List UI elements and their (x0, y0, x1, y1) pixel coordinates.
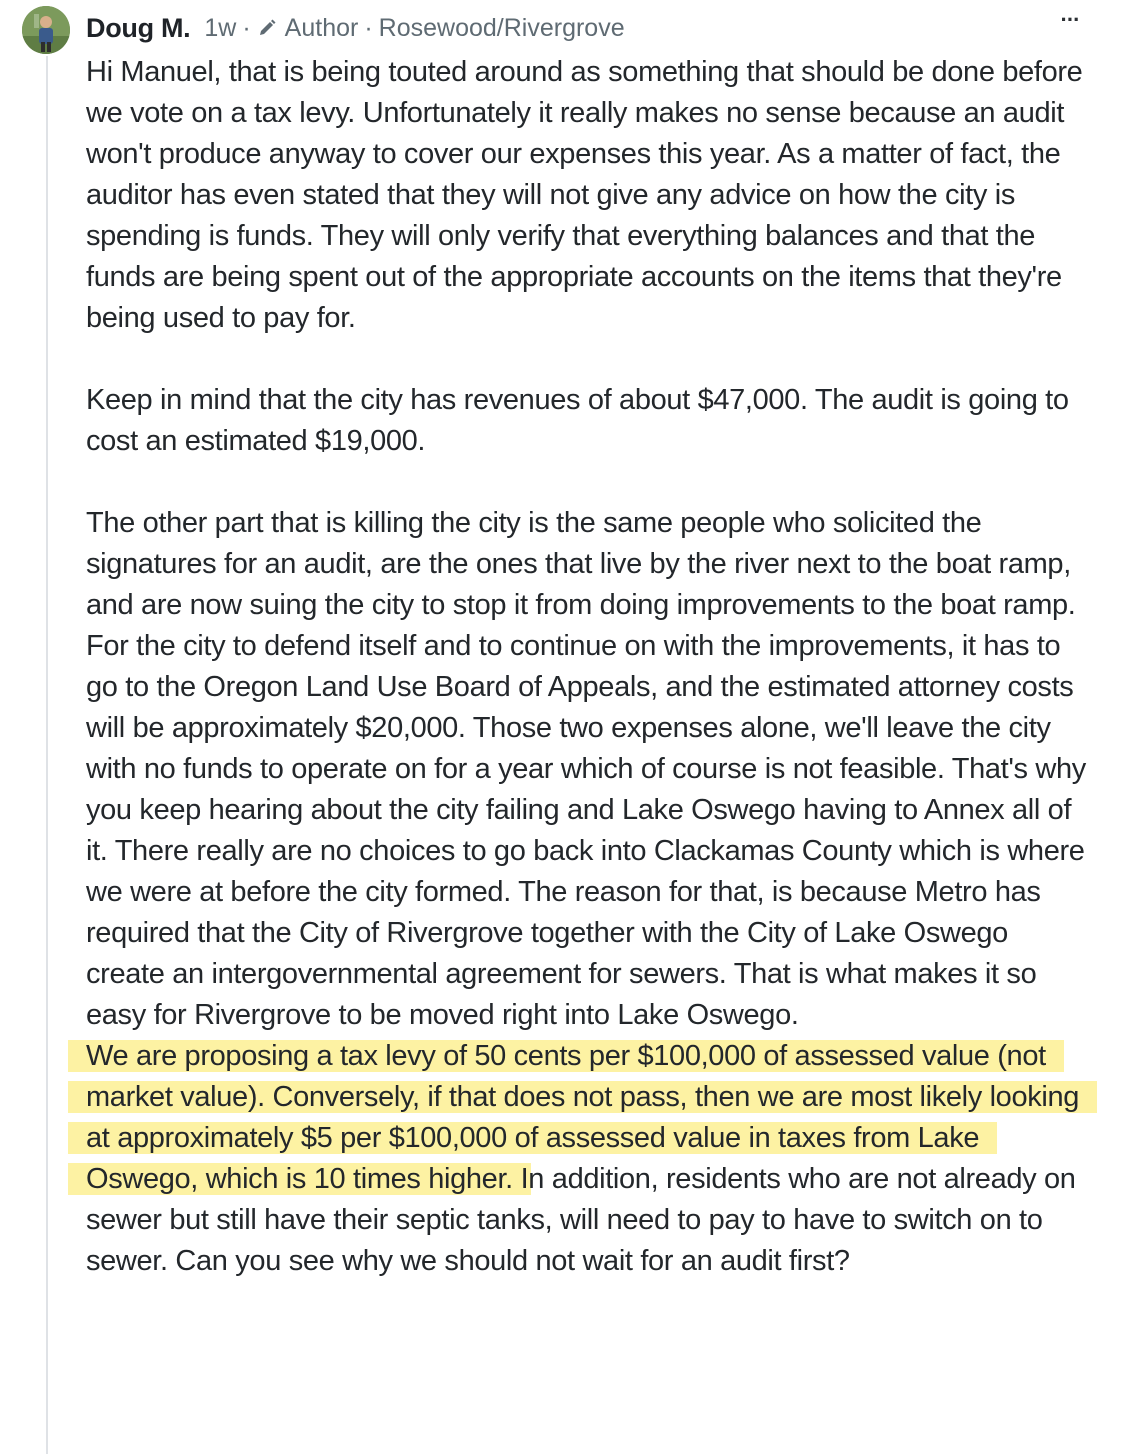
meta-separator: · (242, 13, 251, 42)
paragraph-gap (86, 339, 1086, 380)
pencil-icon (257, 18, 277, 38)
author-avatar[interactable] (22, 6, 70, 54)
meta-separator-2: · (364, 13, 373, 42)
post-paragraph-1: Hi Manuel, that is being touted around as something that should be done before we vote on a tax levy. Unfortunately it really makes no sense because an audit won't produce anyway to cover our expenses this year. As a matter of fact, the auditor has even stated that they will not give any advice on how the city is spending is funds. They will only verify that everything balances and that the funds are being spent out of the appropriate accounts on the items that they're being used to pay for. (86, 56, 1083, 334)
post-header (86, 7, 1124, 46)
post-meta (204, 14, 624, 43)
post-paragraph-2: Keep in mind that the city has revenues of about $47,000. The audit is going to cost an estimated $19,000. (86, 384, 1069, 457)
neighborhood-link[interactable]: Rosewood/Rivergrove (378, 13, 625, 42)
thread-line (46, 56, 48, 1454)
post-paragraph-3: The other part that is killing the city is the same people who solicited the signatures for an audit, are the ones that live by the river next to the boat ramp, and are now suing the city to stop it from doing improvements to the boat ramp. For the city to defend itself and to continue on with the improvements, it has to go to the Oregon Land Use Board of Appeals, and the estimated attorney costs will be approximately $20,000. Those two expenses alone, we'll leave the city with no funds to operate on for a year which of course is not feasible. That's why you keep hearing about the city failing and Lake Oswego having to Annex all of it. There really are no choices to go back into Clackamas County which is where we were at before the city formed. The reason for that, is because Metro has required that the City of Rivergrove together with the City of Lake Oswego create an intergovernmental agreement for sewers. That is what makes it so easy for Rivergrove to be moved right into Lake Oswego. (86, 507, 1086, 1031)
author-role: Author (284, 13, 359, 42)
post-body (86, 52, 1086, 1282)
avatar-photo (22, 6, 70, 54)
more-options-button[interactable] (1052, 6, 1088, 34)
author-name[interactable]: Doug M. (86, 12, 191, 43)
highlighted-text: We are proposing a tax levy of 50 cents per $100,000 of assessed value (not market value). Conversely, if that does not pass, then we are most likely looking at approximately $5 per $100,000 of assessed value in taxes from Lake Oswego, which is 10 times higher. (86, 1040, 1080, 1195)
paragraph-gap (86, 462, 1086, 503)
post-paragraph-4 (86, 1036, 1086, 1282)
more-icon: ··· (1060, 7, 1080, 32)
post-age[interactable]: 1w (204, 13, 237, 42)
paragraph-rest: In addition, residents who are not already on sewer but still have their septic tanks, will need to pay to have to switch on to sewer. Can you see why we should not wait for an audit first? (86, 1163, 1076, 1277)
